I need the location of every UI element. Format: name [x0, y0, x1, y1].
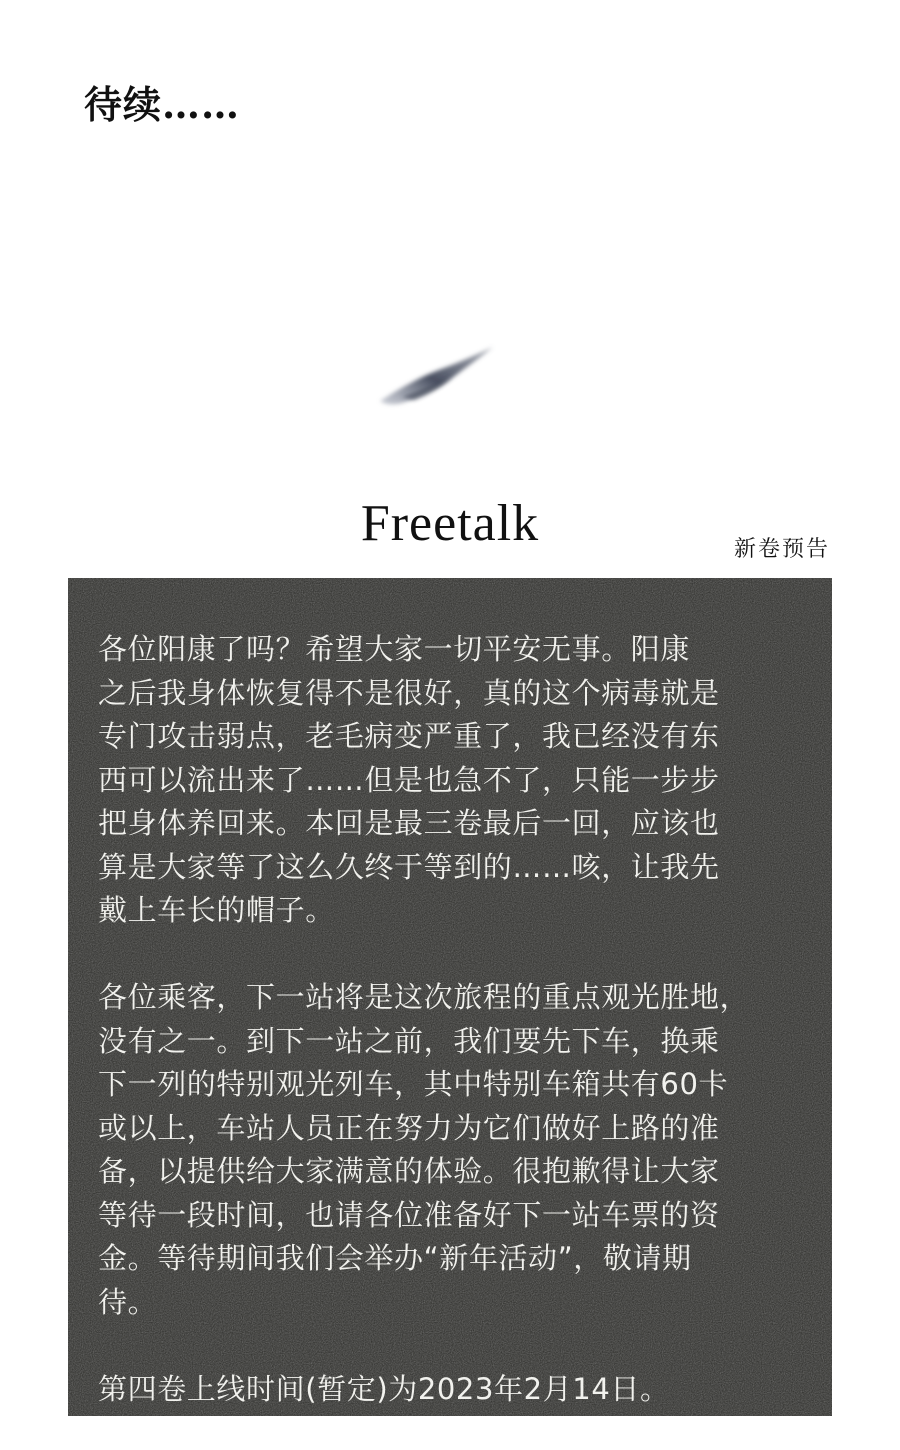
notice-paragraph-1: 各位阳康了吗？希望大家一切平安无事。阳康 之后我身体恢复得不是很好，真的这个病毒就是 专门攻击弱点，老毛病变严重了，我已经没有东 西可以流出来了……但是也急不了，只能一步步 把身体养回来。本回是最三卷最后一回，应该也 算是大家等了这么久终于等到的……咳，让我先 戴上车长的帽子。	[98, 632, 720, 927]
feather-brush-illustration	[372, 335, 502, 420]
freetalk-title: Freetalk	[360, 495, 540, 552]
to-be-continued-heading: 待续……	[84, 82, 241, 127]
notice-paragraph-2: 各位乘客，下一站将是这次旅程的重点观光胜地， 没有之一。到下一站之前，我们要先下车，换乘 下一列的特别观光列车，其中特别车箱共有60卡 或以上，车站人员正在努力为它们做好上路的准 备，以提供给大家满意的体验。很抱歉得让大家 等待一段时间，也请各位准备好下一站车票的资 金。等待期间我们会举办“新年活动”，敬请期 待。	[98, 980, 750, 1319]
notice-text	[98, 628, 818, 1411]
new-volume-preview-label: 新卷预告	[733, 537, 830, 562]
notice-panel	[68, 578, 832, 1416]
release-date-paragraph: 第四卷上线时间(暂定)为2023年2月14日。	[98, 1371, 670, 1406]
